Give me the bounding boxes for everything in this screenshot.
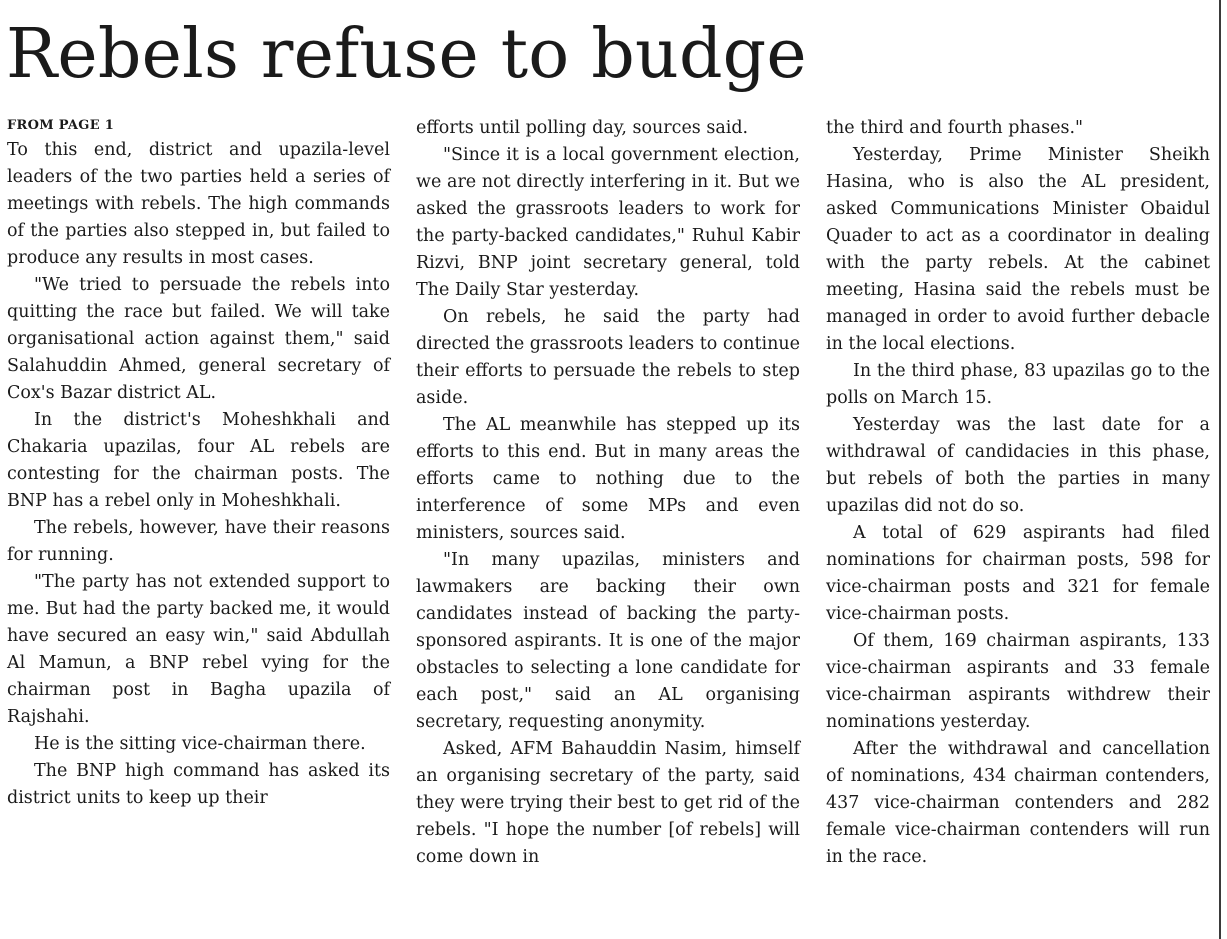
paragraph: "We tried to persuade the rebels into quitting the race but failed. We will take organisational action against them," said Salahuddin Ahmed, general secretary of Cox's Bazar district AL.	[7, 275, 390, 403]
paragraph: A total of 629 aspirants had filed nominations for chairman posts, 598 for vice-chairman posts and 321 for female vice-chairman posts.	[826, 523, 1210, 624]
article-column-2	[416, 115, 800, 871]
paragraph: In the district's Moheshkhali and Chakaria upazilas, four AL rebels are contesting for the chairman posts. The BNP has a rebel only in Moheshkhali.	[7, 410, 390, 511]
paragraph: Asked, AFM Bahauddin Nasim, himself an organising secretary of the party, said they were trying their best to get rid of the rebels. "I hope the number [of rebels] will come down in	[416, 739, 800, 867]
paragraph: Yesterday was the last date for a withdrawal of candidacies in this phase, but rebels of both the parties in many upazilas did not do so.	[826, 415, 1210, 516]
paragraph: To this end, district and upazila-level leaders of the two parties held a series of meetings with rebels. The high commands of the parties also stepped in, but failed to produce any results in most cases.	[7, 140, 390, 268]
article-column-3	[826, 115, 1210, 871]
paragraph: In the third phase, 83 upazilas go to the polls on March 15.	[826, 361, 1210, 408]
article-column-1	[7, 115, 390, 812]
paragraph: the third and fourth phases."	[826, 118, 1084, 138]
paragraph: efforts until polling day, sources said.	[416, 118, 749, 138]
paragraph: The rebels, however, have their reasons for running.	[7, 518, 390, 565]
headline: Rebels refuse to budge	[6, 15, 807, 94]
paragraph: "The party has not extended support to me. But had the party backed me, it would have secured an easy win," said Abdullah Al Mamun, a BNP rebel vying for the chairman post in Bagha upazila of Rajshahi.	[7, 572, 390, 727]
kicker: FROM PAGE 1	[7, 118, 115, 133]
paragraph: On rebels, he said the party had directed the grassroots leaders to continue their efforts to persuade the rebels to step aside.	[416, 307, 800, 408]
paragraph: "In many upazilas, ministers and lawmakers are backing their own candidates instead of backing the party-sponsored aspirants. It is one of the major obstacles to selecting a lone candidate for each post," said an AL organising secretary, requesting anonymity.	[416, 550, 800, 732]
paragraph: The BNP high command has asked its district units to keep up their	[7, 761, 390, 808]
paragraph: The AL meanwhile has stepped up its efforts to this end. But in many areas the efforts came to nothing due to the interference of some MPs and even ministers, sources said.	[416, 415, 800, 543]
paragraph: He is the sitting vice-chairman there.	[34, 734, 366, 754]
paragraph: After the withdrawal and cancellation of nominations, 434 chairman contenders, 437 vice-chairman contenders and 282 female vice-chairman contenders will run in the race.	[826, 739, 1210, 867]
column-rule	[1219, 0, 1221, 939]
paragraph: Yesterday, Prime Minister Sheikh Hasina, who is also the AL president, asked Communications Minister Obaidul Quader to act as a coordinator in dealing with the party rebels. At the cabinet meeting, Hasina said the rebels must be managed in order to avoid further debacle in the local elections.	[826, 145, 1210, 354]
paragraph: "Since it is a local government election, we are not directly interfering in it. But we asked the grassroots leaders to work for the party-backed candidates," Ruhul Kabir Rizvi, BNP joint secretary general, told The Daily Star yesterday.	[416, 145, 800, 300]
paragraph: Of them, 169 chairman aspirants, 133 vice-chairman aspirants and 33 female vice-chairman aspirants withdrew their nominations yesterday.	[826, 631, 1210, 732]
